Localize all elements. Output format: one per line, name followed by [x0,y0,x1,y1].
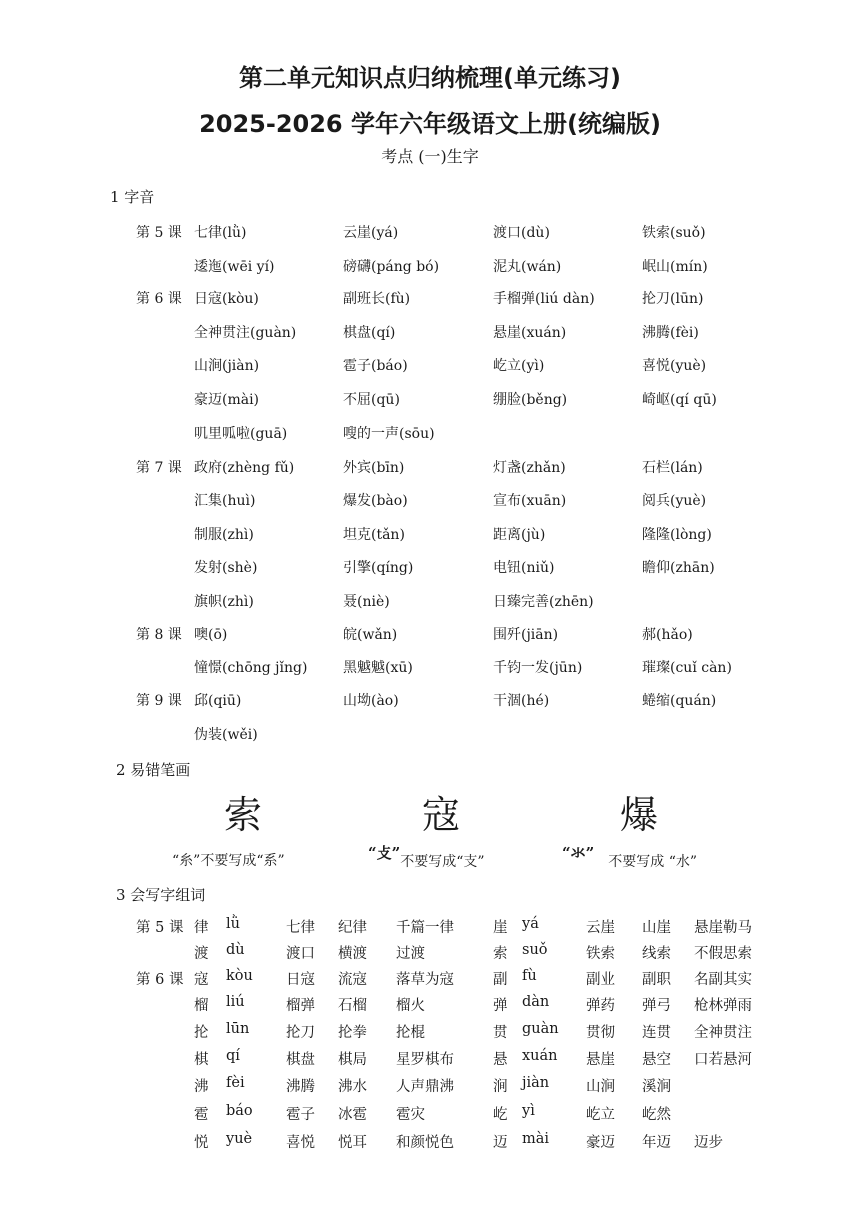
word-compound: 石榴 [338,998,367,1014]
pronunciation-item: 岷山(mín) [642,259,708,275]
word-compound: 棋盘 [286,1052,315,1068]
word-pinyin: yá [522,916,539,932]
word-compound: 千篇一律 [396,920,454,936]
word-pinyin: kòu [226,968,253,984]
section-heading-words: 3 会写字组词 [116,886,206,904]
word-compound: 悦耳 [338,1135,367,1151]
word-compound: 名副其实 [694,972,752,988]
word-compound: 榴火 [396,998,425,1014]
pronunciation-item: 七律(lǜ) [194,225,247,241]
word-pinyin: xuán [522,1048,558,1064]
word-char: 迈 [493,1135,508,1151]
word-compound: 口若悬河 [694,1052,752,1068]
word-compound: 冰雹 [338,1107,367,1123]
word-char: 崖 [493,920,508,936]
pronunciation-item: 山涧(jiàn) [194,358,260,374]
stroke-note [172,850,285,870]
pronunciation-item: 聂(niè) [343,594,390,610]
pronunciation-item: 抡刀(lūn) [642,291,704,307]
lesson-label: 第 5 课 [136,920,184,936]
pronunciation-item: 阅兵(yuè) [642,493,707,509]
word-char: 榴 [194,998,209,1014]
pronunciation-item: 郝(hǎo) [642,627,693,643]
stroke-char: 寇 [422,793,461,837]
pronunciation-item: 噢(ō) [194,627,228,643]
pronunciation-item: 山坳(ào) [343,693,399,709]
stroke-note-text: 不要写成“支” [400,854,485,870]
pronunciation-item: 憧憬(chōng jǐng) [194,660,308,676]
word-compound: 弹药 [586,998,615,1014]
section-heading-strokes: 2 易错笔画 [116,761,191,779]
pronunciation-item: 汇集(huì) [194,493,256,509]
lesson-label: 第 9 课 [136,693,182,709]
stroke-char: 索 [224,793,263,837]
word-pinyin: mài [522,1131,550,1147]
pronunciation-item: 磅礴(páng bó) [343,259,440,275]
pronunciation-item: 泥丸(wán) [493,259,562,275]
word-compound: 喜悦 [286,1135,315,1151]
pronunciation-item: 邱(qiū) [194,693,242,709]
pronunciation-item: 逶迤(wēi yí) [194,259,275,275]
stroke-char: 爆 [620,793,659,837]
word-pinyin: qí [226,1048,240,1064]
pronunciation-item: 雹子(báo) [343,358,408,374]
pronunciation-item: 围歼(jiān) [493,627,559,643]
word-compound: 全神贯注 [694,1025,752,1041]
page-subtitle-year: 2025-2026 学年六年级语文上册(统编版) [199,110,661,138]
word-char: 寇 [194,972,209,988]
word-char: 屹 [493,1107,508,1123]
word-pinyin: suǒ [522,942,548,958]
pronunciation-item: 皖(wǎn) [343,627,398,643]
word-compound: 溪涧 [642,1079,671,1095]
lesson-label: 第 7 课 [136,460,182,476]
word-compound: 弹弓 [642,998,671,1014]
pronunciation-item: 旗帜(zhì) [194,594,254,610]
stroke-note-glyph: “攴” [368,844,401,862]
word-compound: 抡拳 [338,1025,367,1041]
pronunciation-item: 干涸(hé) [493,693,550,709]
word-compound: 迈步 [694,1135,723,1151]
word-pinyin: fèi [226,1075,245,1091]
word-compound: 山崖 [642,920,671,936]
word-compound: 屹然 [642,1107,671,1123]
stroke-note-glyph: “糸” [172,853,201,869]
pronunciation-item: 全神贯注(guàn) [194,325,297,341]
word-compound: 流寇 [338,972,367,988]
word-char: 沸 [194,1079,209,1095]
word-compound: 渡口 [286,946,315,962]
word-compound: 沸水 [338,1079,367,1095]
pronunciation-item: 石栏(lán) [642,460,703,476]
word-compound: 连贯 [642,1025,671,1041]
pronunciation-item: 黑魆魆(xū) [343,660,413,676]
stroke-note [368,844,485,871]
word-compound: 星罗棋布 [396,1052,454,1068]
pronunciation-item: 爆发(bào) [343,493,408,509]
pronunciation-item: 距离(jù) [493,527,546,543]
word-char: 悦 [194,1135,209,1151]
word-char: 渡 [194,946,209,962]
pronunciation-item: 豪迈(mài) [194,392,260,408]
word-compound: 横渡 [338,946,367,962]
word-compound: 过渡 [396,946,425,962]
stroke-note [562,844,698,871]
section-heading-pronunciation: 1 字音 [110,188,155,206]
word-pinyin: báo [226,1103,253,1119]
pronunciation-item: 嗖的一声(sōu) [343,426,435,442]
word-compound: 屹立 [586,1107,615,1123]
pronunciation-item: 不屈(qū) [343,392,400,408]
pronunciation-item: 外宾(bīn) [343,460,405,476]
lesson-label: 第 8 课 [136,627,182,643]
word-compound: 和颜悦色 [396,1135,454,1151]
word-compound: 不假思索 [694,946,752,962]
stroke-note-text: 不要写成“系” [200,853,285,869]
word-compound: 悬崖勒马 [694,920,752,936]
word-compound: 抡棍 [396,1025,425,1041]
word-compound: 人声鼎沸 [396,1079,454,1095]
word-pinyin: dù [226,942,245,958]
word-compound: 副业 [586,972,615,988]
word-compound: 抡刀 [286,1025,315,1041]
word-compound: 山涧 [586,1079,615,1095]
word-char: 弹 [493,998,508,1014]
word-compound: 铁索 [586,946,615,962]
word-compound: 棋局 [338,1052,367,1068]
word-compound: 贯彻 [586,1025,615,1041]
pronunciation-item: 宣布(xuān) [493,493,567,509]
word-pinyin: yì [522,1103,535,1119]
word-compound: 落草为寇 [396,972,454,988]
pronunciation-item: 喜悦(yuè) [642,358,707,374]
word-compound: 日寇 [286,972,315,988]
section-caption: 考点 (一)生字 [381,147,479,166]
word-char: 棋 [194,1052,209,1068]
pronunciation-item: 璀璨(cuǐ càn) [642,660,732,676]
pronunciation-item: 屹立(yì) [493,358,545,374]
pronunciation-item: 灯盏(zhǎn) [493,460,566,476]
pronunciation-item: 渡口(dù) [493,225,550,241]
pronunciation-item: 坦克(tǎn) [343,527,405,543]
word-compound: 悬空 [642,1052,671,1068]
word-compound: 七律 [286,920,315,936]
pronunciation-item: 千钧一发(jūn) [493,660,583,676]
pronunciation-item: 日臻完善(zhēn) [493,594,594,610]
word-char: 律 [194,920,209,936]
pronunciation-item: 瞻仰(zhān) [642,560,715,576]
word-char: 索 [493,946,508,962]
word-compound: 枪林弹雨 [694,998,752,1014]
pronunciation-item: 绷脸(běng) [493,392,568,408]
word-pinyin: liú [226,994,245,1010]
pronunciation-item: 悬崖(xuán) [493,325,567,341]
pronunciation-item: 隆隆(lòng) [642,527,712,543]
word-compound: 雹灾 [396,1107,425,1123]
pronunciation-item: 云崖(yá) [343,225,399,241]
word-compound: 悬崖 [586,1052,615,1068]
word-compound: 线索 [642,946,671,962]
word-char: 雹 [194,1107,209,1123]
word-pinyin: lūn [226,1021,250,1037]
pronunciation-item: 发射(shè) [194,560,258,576]
word-char: 涧 [493,1079,508,1095]
lesson-label: 第 6 课 [136,291,182,307]
pronunciation-item: 棋盘(qí) [343,325,396,341]
word-compound: 云崖 [586,920,615,936]
pronunciation-item: 手榴弹(liú dàn) [493,291,595,307]
pronunciation-item: 蜷缩(quán) [642,693,717,709]
pronunciation-item: 叽里呱啦(guā) [194,426,288,442]
pronunciation-item: 制服(zhì) [194,527,254,543]
stroke-note-text: 不要写成 “水” [608,854,698,870]
word-char: 抡 [194,1025,209,1041]
word-compound: 沸腾 [286,1079,315,1095]
stroke-note-glyph: “氺” [562,844,595,862]
pronunciation-item: 引擎(qíng) [343,560,414,576]
pronunciation-item: 伪装(wěi) [194,727,258,743]
word-char: 贯 [493,1025,508,1041]
word-char: 悬 [493,1052,508,1068]
pronunciation-item: 日寇(kòu) [194,291,259,307]
lesson-label: 第 5 课 [136,225,182,241]
word-compound: 雹子 [286,1107,315,1123]
pronunciation-item: 铁索(suǒ) [642,225,706,241]
pronunciation-item: 电钮(niǔ) [493,560,555,576]
word-pinyin: lǜ [226,916,240,932]
pronunciation-item: 崎岖(qí qū) [642,392,717,408]
word-compound: 榴弹 [286,998,315,1014]
pronunciation-item: 政府(zhèng fǔ) [194,460,295,476]
word-compound: 副职 [642,972,671,988]
word-compound: 纪律 [338,920,367,936]
word-pinyin: yuè [226,1131,253,1147]
word-compound: 年迈 [642,1135,671,1151]
lesson-label: 第 6 课 [136,972,184,988]
word-char: 副 [493,972,508,988]
word-pinyin: guàn [522,1021,559,1037]
word-pinyin: fù [522,968,537,984]
word-pinyin: dàn [522,994,550,1010]
word-compound: 豪迈 [586,1135,615,1151]
word-pinyin: jiàn [522,1075,550,1091]
pronunciation-item: 沸腾(fèi) [642,325,699,341]
pronunciation-item: 副班长(fù) [343,291,411,307]
page-title: 第二单元知识点归纳梳理(单元练习) [239,64,621,92]
